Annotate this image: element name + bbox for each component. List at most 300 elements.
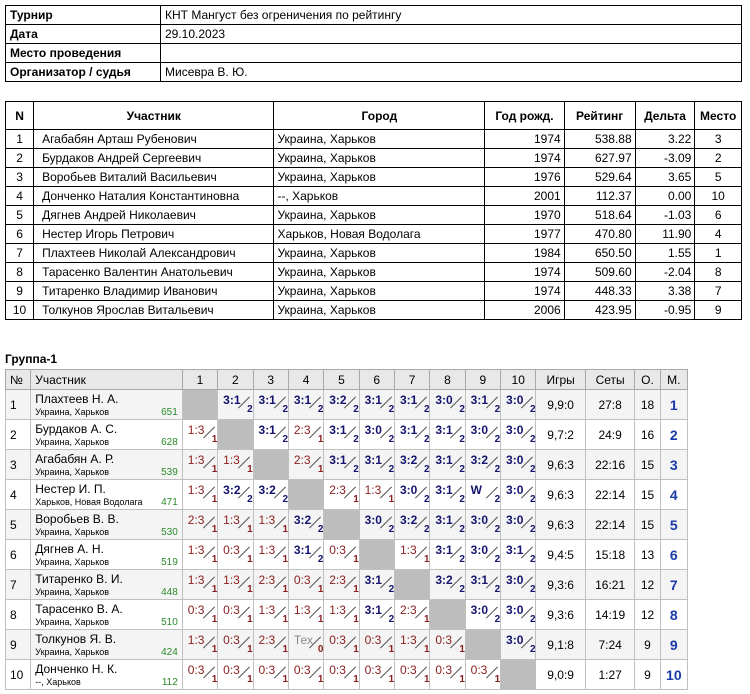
player-rating: 510: [161, 617, 178, 628]
match-cell: [394, 510, 429, 540]
match-score: 3:1: [364, 603, 382, 617]
match-score: 3:1: [435, 453, 453, 467]
participant-cell: 7: [6, 244, 34, 263]
match-score: 1:3: [223, 453, 240, 467]
participant-row: [6, 263, 742, 282]
info-value: Мисевра В. Ю.: [161, 63, 742, 82]
match-cell: [501, 510, 536, 540]
match-score: 3:1: [470, 393, 489, 407]
match-score: 3:0: [364, 423, 382, 437]
match-cell: [253, 480, 288, 510]
participant-cell: 1977: [485, 225, 564, 244]
participant-cell: -3.09: [635, 149, 695, 168]
participants-header: Рейтинг: [564, 102, 635, 130]
participant-row: [6, 244, 742, 263]
match-cell: [288, 390, 323, 420]
player-rating: 651: [161, 407, 178, 418]
games-total: 9,7:2: [536, 420, 586, 450]
match-score: 3:1: [293, 543, 312, 557]
match-score: 3:2: [435, 573, 453, 587]
player-rating: 424: [161, 647, 178, 658]
match-points: 1: [423, 674, 430, 685]
match-score: 1:3: [187, 483, 205, 497]
participant-cell: 2006: [485, 301, 564, 320]
match-score: 0:3: [223, 543, 240, 557]
participant-cell: 3.38: [635, 282, 695, 301]
match-points: 1: [282, 674, 289, 685]
player-city: Украина, Харьков: [35, 527, 110, 537]
match-cell: [359, 420, 394, 450]
match-points: 2: [459, 494, 465, 505]
sets-total: 22:16: [585, 450, 635, 480]
participant-cell: 3: [695, 130, 742, 149]
participant-cell: 650.50: [564, 244, 635, 263]
match-score: 3:2: [223, 483, 241, 497]
match-cell: [465, 420, 500, 450]
participant-row: [6, 301, 742, 320]
match-cell: [394, 390, 429, 420]
participant-cell: 448.33: [564, 282, 635, 301]
match-cell: [288, 540, 323, 570]
match-points: 2: [353, 404, 359, 415]
match-points: 1: [282, 554, 289, 565]
match-score: 3:1: [364, 453, 382, 467]
player-name: Донченко Н. К.: [35, 662, 118, 676]
participant-cell: -2.04: [635, 263, 695, 282]
match-points: 2: [459, 554, 465, 565]
match-score: 3:1: [258, 393, 276, 407]
match-score: 3:0: [506, 513, 524, 527]
player-city: Украина, Харьков: [35, 467, 110, 477]
match-cell: [253, 450, 288, 480]
match-points: 1: [211, 614, 218, 625]
group-row: [6, 390, 688, 420]
final-place: 5: [660, 510, 687, 540]
match-cell: [430, 480, 465, 510]
match-points: 1: [317, 434, 324, 445]
group-header: 8: [430, 370, 465, 390]
participants-header: Город: [274, 102, 485, 130]
participant-cell: 1976: [485, 168, 564, 187]
match-score: 0:3: [329, 633, 346, 647]
match-points: 1: [211, 644, 218, 655]
match-cell: [288, 480, 323, 510]
participant-cell: 2: [695, 149, 742, 168]
group-player: [31, 480, 183, 510]
match-score: 3:0: [364, 513, 382, 527]
match-points: 2: [423, 434, 430, 445]
match-points: 1: [282, 614, 289, 625]
group-header: 7: [394, 370, 429, 390]
match-cell: [288, 630, 323, 660]
participant-cell: Тарасенко Валентин Анатольевич: [34, 263, 274, 282]
match-cell: [182, 480, 217, 510]
player-name: Агабабян А. Р.: [35, 452, 115, 466]
group-header: М.: [660, 370, 687, 390]
match-points: 2: [388, 404, 395, 415]
match-cell: [501, 660, 536, 690]
match-cell: [465, 570, 500, 600]
match-cell: [430, 450, 465, 480]
match-score: 3:1: [329, 423, 347, 437]
group-row: [6, 540, 688, 570]
player-rating: 112: [161, 677, 178, 688]
match-points: 2: [530, 404, 536, 415]
participant-cell: 518.64: [564, 206, 635, 225]
match-points: 1: [282, 644, 289, 655]
match-score: 0:3: [293, 573, 311, 587]
match-cell: [465, 540, 500, 570]
match-cell: [501, 600, 536, 630]
participant-cell: 9: [6, 282, 34, 301]
final-place: 6: [660, 540, 687, 570]
participant-cell: 4: [695, 225, 742, 244]
games-total: 9,0:9: [536, 660, 586, 690]
group-header: 3: [253, 370, 288, 390]
match-points: 1: [247, 554, 253, 565]
participants-header: N: [6, 102, 34, 130]
participant-cell: Агабабян Арташ Рубенович: [34, 130, 274, 149]
match-points: 2: [423, 404, 430, 415]
sets-total: 27:8: [585, 390, 635, 420]
participant-cell: 10: [6, 301, 34, 320]
match-points: 2: [530, 434, 536, 445]
match-score: 3:2: [329, 393, 347, 407]
player-city: Харьков, Новая Водолага: [35, 497, 143, 507]
match-points: 2: [459, 464, 465, 475]
participant-cell: Украина, Харьков: [274, 149, 485, 168]
final-place: 3: [660, 450, 687, 480]
match-points: 2: [459, 404, 465, 415]
match-cell: [359, 510, 394, 540]
match-score: 0:3: [435, 633, 452, 647]
player-name: Толкунов Я. В.: [35, 632, 117, 646]
group-row-number: 4: [6, 480, 31, 510]
participant-cell: Донченко Наталия Константиновна: [34, 187, 274, 206]
match-score: 3:0: [470, 513, 489, 527]
match-cell: [501, 540, 536, 570]
group-player: [31, 570, 183, 600]
match-cell: [324, 660, 359, 690]
match-score: 3:1: [223, 393, 241, 407]
participant-cell: 1: [695, 244, 742, 263]
match-points: 1: [247, 674, 253, 685]
match-cell: [359, 450, 394, 480]
player-rating: 519: [161, 557, 178, 568]
match-cell: [218, 630, 253, 660]
match-cell: [394, 600, 429, 630]
participant-cell: 1970: [485, 206, 564, 225]
group-row: [6, 570, 688, 600]
match-cell: [359, 390, 394, 420]
match-cell: [253, 420, 288, 450]
match-score: 2:3: [399, 603, 417, 617]
participant-cell: 2001: [485, 187, 564, 206]
group-row-number: 10: [6, 660, 31, 690]
match-score: 0:3: [435, 663, 452, 677]
match-cell: [465, 480, 500, 510]
points-total: 15: [635, 450, 660, 480]
match-points: 2: [317, 404, 324, 415]
match-cell: [501, 570, 536, 600]
match-points: 2: [388, 434, 395, 445]
match-cell: [394, 450, 429, 480]
match-score: 3:0: [506, 393, 524, 407]
info-label: Организатор / судья: [6, 63, 161, 82]
games-total: 9,6:3: [536, 510, 586, 540]
match-cell: [501, 420, 536, 450]
group-row: [6, 600, 688, 630]
match-cell: [288, 570, 323, 600]
group-header: 5: [324, 370, 359, 390]
match-points: 1: [494, 674, 501, 685]
sets-total: 14:19: [585, 600, 635, 630]
match-points: 2: [530, 554, 536, 565]
match-score: 1:3: [293, 603, 311, 617]
match-cell: [324, 480, 359, 510]
player-rating: 448: [161, 587, 178, 598]
participant-cell: 10: [695, 187, 742, 206]
match-score: 3:1: [399, 393, 418, 407]
player-city: Украина, Харьков: [35, 617, 110, 627]
final-place: 8: [660, 600, 687, 630]
match-cell: [430, 630, 465, 660]
match-cell: [218, 570, 253, 600]
player-city: Украина, Харьков: [35, 587, 110, 597]
participant-cell: 6: [695, 206, 742, 225]
participant-cell: 423.95: [564, 301, 635, 320]
player-rating: 628: [161, 437, 178, 448]
match-points: 1: [317, 674, 324, 685]
participant-cell: Воробьев Виталий Васильевич: [34, 168, 274, 187]
match-points: 1: [211, 494, 218, 505]
match-cell: [182, 660, 217, 690]
games-total: 9,1:8: [536, 630, 586, 660]
match-cell: [394, 480, 429, 510]
group-crosstable: [5, 369, 688, 690]
match-cell: [430, 420, 465, 450]
group-player: [31, 600, 183, 630]
participant-cell: 3: [6, 168, 34, 187]
participant-cell: 6: [6, 225, 34, 244]
group-header: 6: [359, 370, 394, 390]
final-place: 10: [660, 660, 687, 690]
match-score: 3:1: [435, 423, 453, 437]
participant-cell: 538.88: [564, 130, 635, 149]
match-score: 3:0: [506, 483, 524, 497]
match-points: 1: [247, 464, 253, 475]
group-row-number: 1: [6, 390, 31, 420]
info-row: [6, 44, 742, 63]
match-cell: [253, 540, 288, 570]
match-score: 3:1: [329, 453, 347, 467]
match-cell: [253, 630, 288, 660]
match-cell: [324, 510, 359, 540]
match-score: 3:1: [258, 423, 276, 437]
player-city: Украина, Харьков: [35, 647, 110, 657]
participant-row: [6, 168, 742, 187]
match-cell: [359, 630, 394, 660]
match-cell: [253, 660, 288, 690]
match-cell: [288, 420, 323, 450]
match-cell: [253, 570, 288, 600]
participant-cell: 1984: [485, 244, 564, 263]
match-score: 3:1: [435, 483, 453, 497]
participants-table: [5, 101, 742, 320]
match-points: 2: [494, 554, 501, 565]
final-place: 2: [660, 420, 687, 450]
match-points: 2: [388, 614, 395, 625]
match-points: 2: [494, 494, 501, 505]
participant-cell: 112.37: [564, 187, 635, 206]
participant-cell: 8: [6, 263, 34, 282]
match-cell: [430, 600, 465, 630]
player-city: Украина, Харьков: [35, 557, 110, 567]
match-score: 0:3: [364, 663, 382, 677]
match-points: 1: [211, 674, 218, 685]
sets-total: 16:21: [585, 570, 635, 600]
group-header: Сеты: [585, 370, 635, 390]
participant-cell: 5: [695, 168, 742, 187]
participant-cell: Украина, Харьков: [274, 206, 485, 225]
match-score: 0:3: [470, 663, 488, 677]
final-place: 9: [660, 630, 687, 660]
participant-cell: Украина, Харьков: [274, 244, 485, 263]
player-name: Титаренко В. И.: [35, 572, 123, 586]
group-header: 4: [288, 370, 323, 390]
participant-cell: --, Харьков: [274, 187, 485, 206]
match-score: 3:2: [470, 453, 489, 467]
sets-total: 1:27: [585, 660, 635, 690]
match-points: 2: [423, 464, 430, 475]
match-points: 2: [317, 524, 324, 535]
match-points: 2: [530, 644, 536, 655]
match-cell: [430, 540, 465, 570]
match-points: 2: [494, 434, 501, 445]
match-points: 2: [353, 464, 359, 475]
match-score: 3:0: [506, 423, 524, 437]
group-player: [31, 540, 183, 570]
match-cell: [324, 540, 359, 570]
match-score: 2:3: [293, 453, 311, 467]
participant-cell: 7: [695, 282, 742, 301]
participant-row: [6, 225, 742, 244]
participant-cell: 470.80: [564, 225, 635, 244]
match-points: 1: [211, 464, 218, 475]
match-cell: [324, 630, 359, 660]
group-player: [31, 450, 183, 480]
match-cell: [182, 570, 217, 600]
participant-cell: 1.55: [635, 244, 695, 263]
match-cell: [324, 570, 359, 600]
match-score: 3:2: [399, 513, 418, 527]
match-score: 2:3: [258, 573, 276, 587]
participant-cell: Бурдаков Андрей Сергеевич: [34, 149, 274, 168]
match-cell: [359, 480, 394, 510]
match-cell: [394, 660, 429, 690]
group-row-number: 9: [6, 630, 31, 660]
participants-header: Место: [695, 102, 742, 130]
match-cell: [218, 600, 253, 630]
match-cell: [430, 660, 465, 690]
participant-cell: 8: [695, 263, 742, 282]
match-cell: [359, 660, 394, 690]
participant-cell: 1: [6, 130, 34, 149]
match-score: 1:3: [399, 633, 417, 647]
match-cell: [253, 390, 288, 420]
match-score: 1:3: [187, 573, 205, 587]
match-cell: [182, 510, 217, 540]
participants-header: Участник: [34, 102, 274, 130]
match-score: 1:3: [223, 513, 240, 527]
match-score: 0:3: [329, 663, 346, 677]
games-total: 9,3:6: [536, 600, 586, 630]
match-points: 2: [353, 434, 359, 445]
match-score: Тех: [293, 633, 313, 647]
match-score: 3:1: [364, 393, 382, 407]
points-total: 12: [635, 600, 660, 630]
match-score: 1:3: [187, 633, 205, 647]
match-score: 3:1: [506, 543, 524, 557]
match-points: 1: [388, 674, 395, 685]
info-value: КНТ Мангуст без огреничения по рейтингу: [161, 6, 742, 25]
participant-cell: 529.64: [564, 168, 635, 187]
match-score: 3:0: [470, 603, 489, 617]
participant-cell: Украина, Харьков: [274, 301, 485, 320]
match-score: 0:3: [223, 633, 240, 647]
match-points: 2: [388, 524, 395, 535]
group-row: [6, 630, 688, 660]
match-points: 1: [388, 494, 395, 505]
match-points: 2: [530, 464, 536, 475]
games-total: 9,6:3: [536, 480, 586, 510]
match-score: 2:3: [293, 423, 311, 437]
match-cell: [218, 540, 253, 570]
match-score: 1:3: [223, 573, 240, 587]
match-score: 0:3: [187, 663, 205, 677]
match-cell: [182, 390, 217, 420]
match-points: 2: [282, 434, 289, 445]
match-score: W: [470, 483, 482, 497]
match-points: 1: [423, 644, 430, 655]
player-name: Нестер И. П.: [35, 482, 106, 496]
match-cell: [430, 390, 465, 420]
match-cell: [465, 630, 500, 660]
sets-total: 22:14: [585, 510, 635, 540]
match-points: 1: [282, 584, 289, 595]
info-row: [6, 63, 742, 82]
match-points: 2: [247, 404, 253, 415]
group-player: [31, 420, 183, 450]
match-score: 3:0: [506, 573, 524, 587]
participant-cell: 509.60: [564, 263, 635, 282]
participant-cell: 11.90: [635, 225, 695, 244]
match-points: 1: [247, 584, 253, 595]
match-cell: [465, 660, 500, 690]
match-score: 2:3: [258, 633, 276, 647]
group-row-number: 2: [6, 420, 31, 450]
match-points: 2: [459, 524, 465, 535]
match-points: 1: [353, 554, 359, 565]
match-points: 2: [494, 464, 501, 475]
match-score: 1:3: [399, 543, 417, 557]
points-total: 13: [635, 540, 660, 570]
match-points: 2: [494, 584, 501, 595]
participant-cell: Украина, Харьков: [274, 130, 485, 149]
match-cell: [218, 420, 253, 450]
match-points: 2: [247, 494, 253, 505]
points-total: 15: [635, 510, 660, 540]
